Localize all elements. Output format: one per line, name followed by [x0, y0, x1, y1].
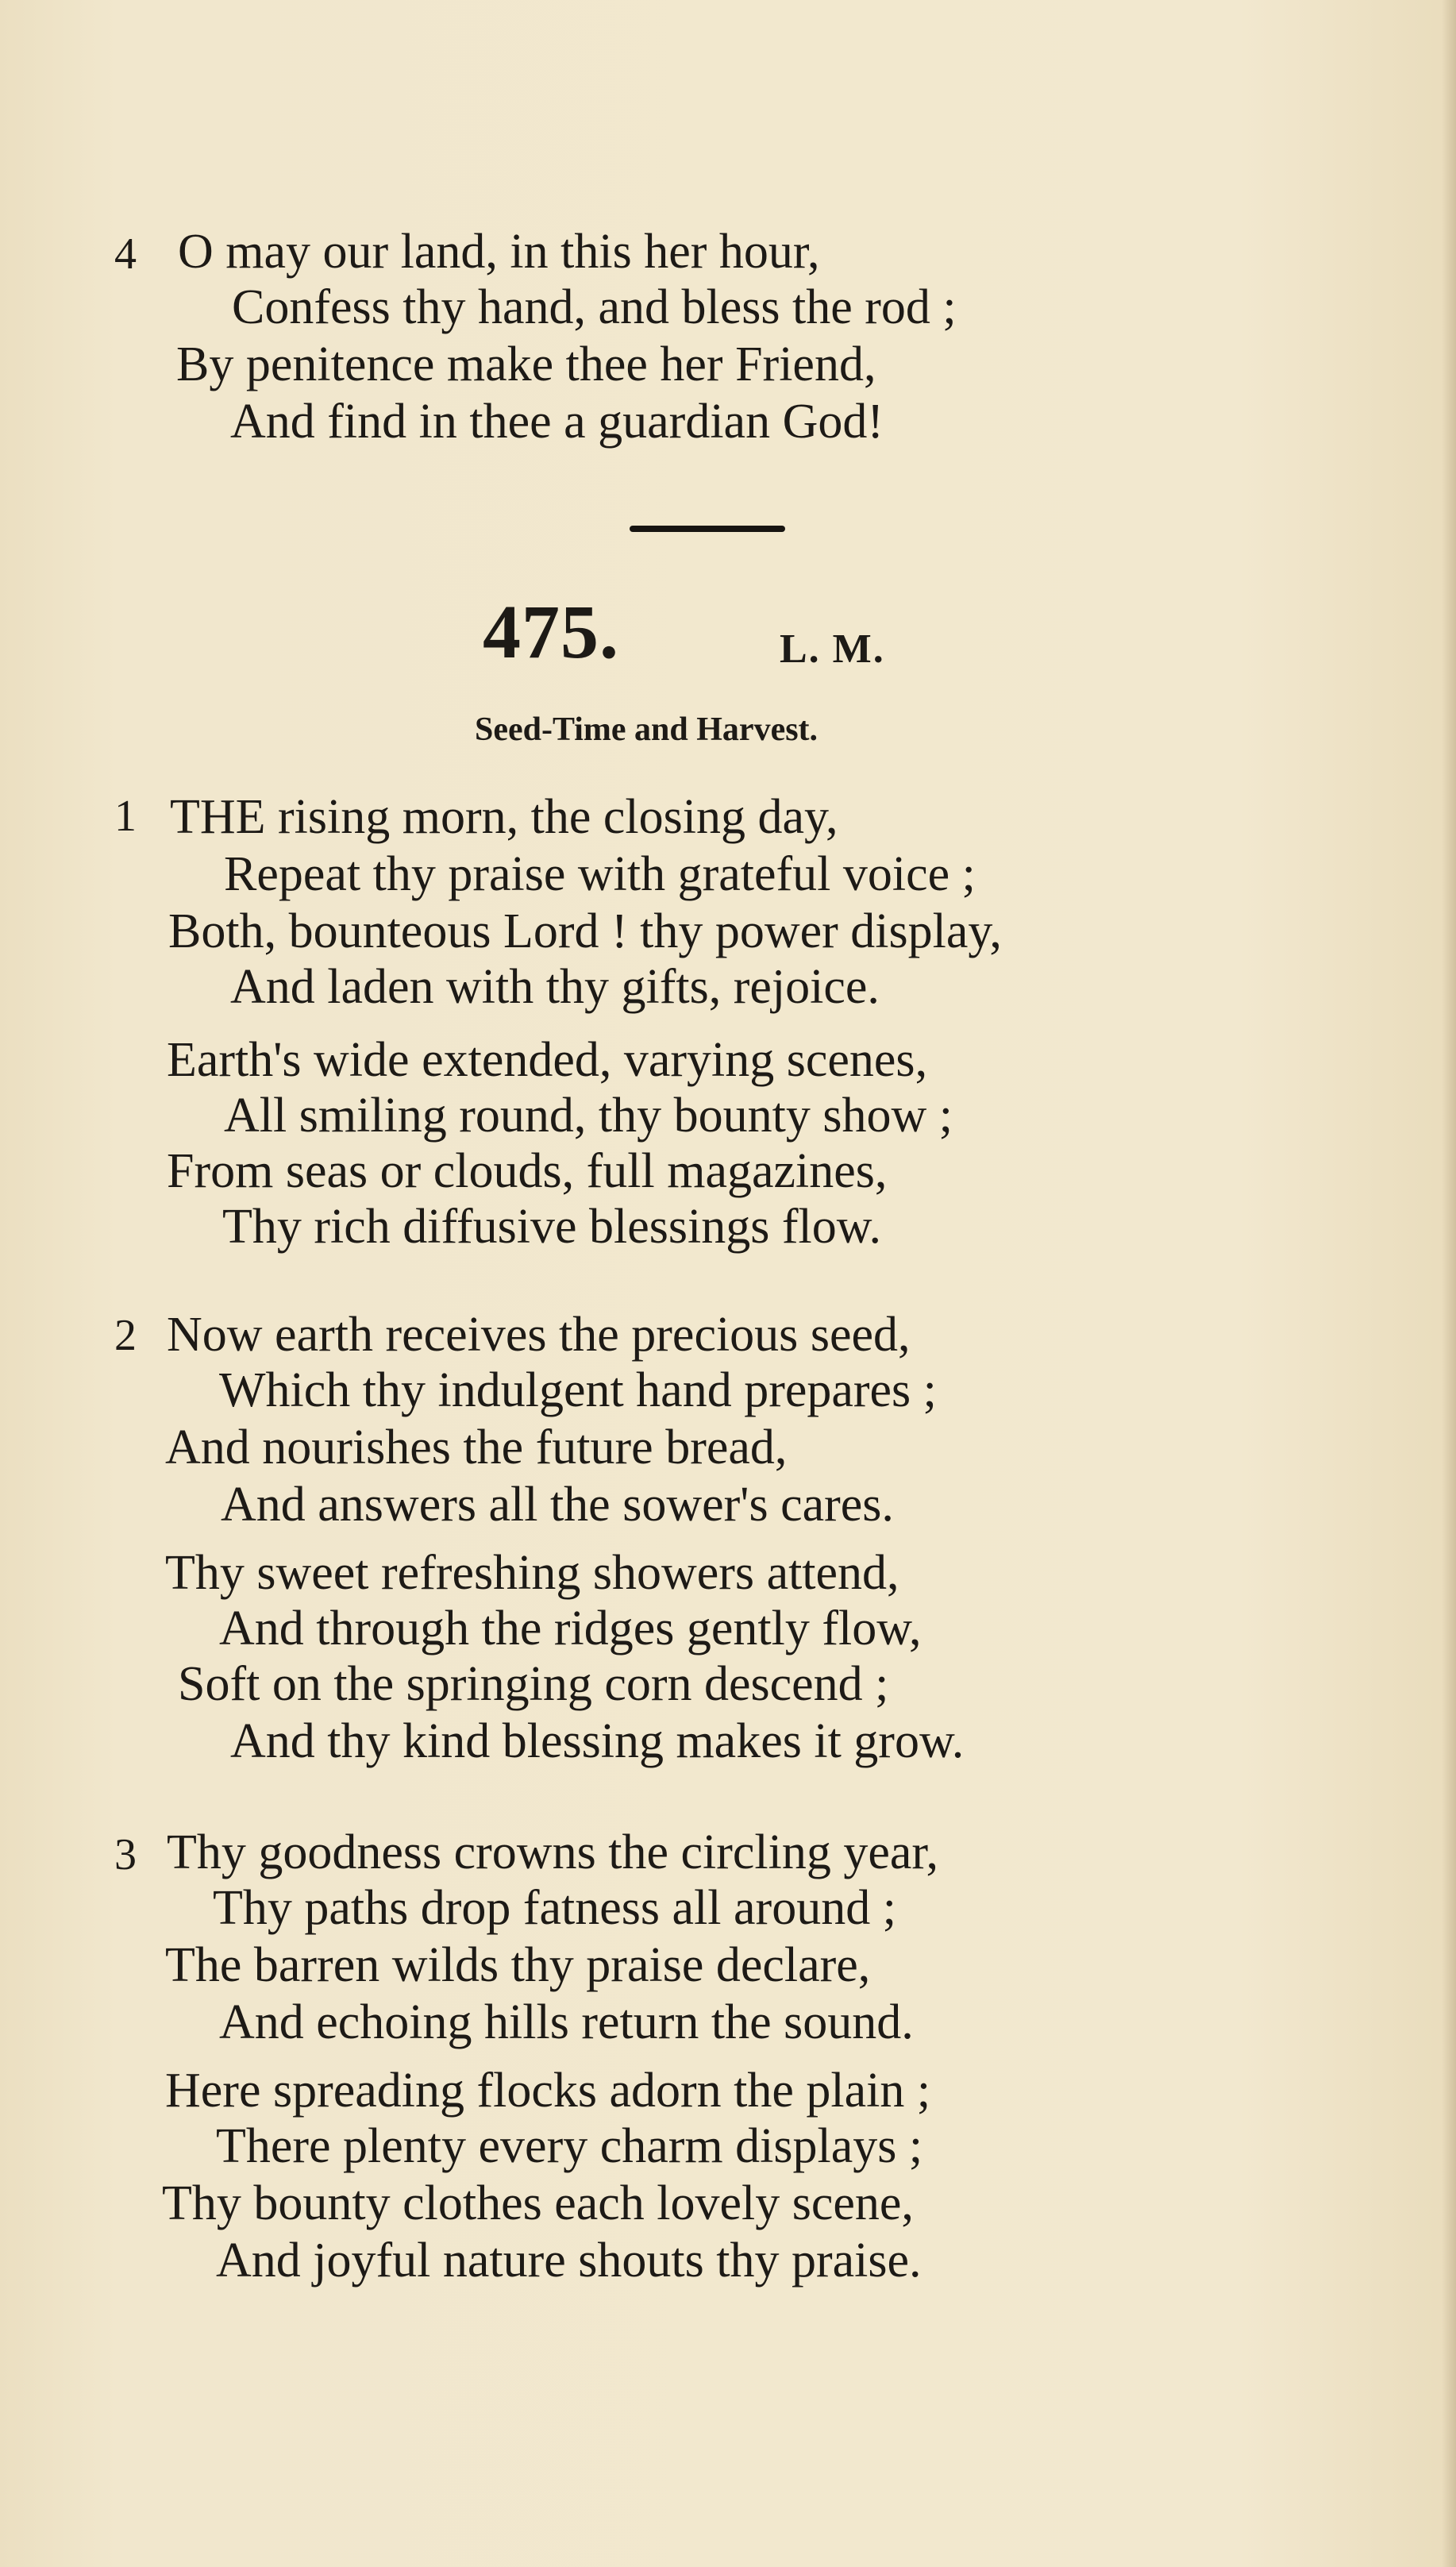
- verse-line: From seas or clouds, full magazines,: [167, 1144, 888, 1198]
- verse-number: 2: [114, 1311, 137, 1360]
- hymn-title: Seed-Time and Harvest.: [475, 711, 819, 748]
- section-divider: [630, 526, 785, 532]
- verse-line: And answers all the sower's cares.: [221, 1478, 894, 1532]
- verse-line: Thy bounty clothes each lovely scene,: [162, 2176, 914, 2230]
- verse-line: And nourishes the future bread,: [165, 1420, 788, 1474]
- previous-verse-number: 4: [114, 229, 137, 279]
- verse-line: And laden with thy gifts, rejoice.: [230, 960, 880, 1014]
- verse-line: Here spreading flocks adorn the plain ;: [165, 2064, 931, 2118]
- previous-hymn-line: By penitence make thee her Friend,: [176, 337, 876, 391]
- verse-line: And joyful nature shouts thy praise.: [216, 2234, 922, 2288]
- verse-line: Earth's wide extended, varying scenes,: [167, 1033, 928, 1087]
- verse-line: And through the ridges gently flow,: [219, 1601, 922, 1655]
- verse-line: And thy kind blessing makes it grow.: [230, 1714, 965, 1768]
- hymn-number: 475.: [483, 589, 619, 674]
- verse-line: Both, bounteous Lord ! thy power display,: [168, 904, 1002, 958]
- verse-number: 1: [114, 792, 137, 841]
- verse-line: Repeat thy praise with grateful voice ;: [224, 847, 976, 901]
- verse-line: Thy goodness crowns the circling year,: [167, 1825, 939, 1879]
- hymn-meter: L. M.: [780, 626, 885, 672]
- verse-number: 3: [114, 1830, 137, 1879]
- page-edge-shadow: [1442, 0, 1456, 2567]
- verse-line: Which thy indulgent hand prepares ;: [219, 1363, 937, 1417]
- verse-line: Thy sweet refreshing showers attend,: [165, 1546, 899, 1600]
- verse-line: Now earth receives the precious seed,: [167, 1308, 911, 1362]
- verse-line: The barren wilds thy praise declare,: [165, 1938, 871, 1992]
- verse-line: And echoing hills return the sound.: [219, 1995, 914, 2049]
- previous-hymn-line: Confess thy hand, and bless the rod ;: [232, 280, 957, 334]
- verse-line: Thy paths drop fatness all around ;: [213, 1881, 896, 1935]
- verse-line: Soft on the springing corn descend ;: [178, 1657, 889, 1711]
- verse-line: THE rising morn, the closing day,: [170, 790, 838, 844]
- verse-line: All smiling round, thy bounty show ;: [224, 1089, 953, 1143]
- verse-line: There plenty every charm displays ;: [216, 2119, 923, 2173]
- previous-hymn-line: O may our land, in this her hour,: [178, 225, 820, 279]
- previous-hymn-line: And find in thee a guardian God!: [230, 395, 884, 449]
- verse-line: Thy rich diffusive blessings flow.: [222, 1200, 882, 1254]
